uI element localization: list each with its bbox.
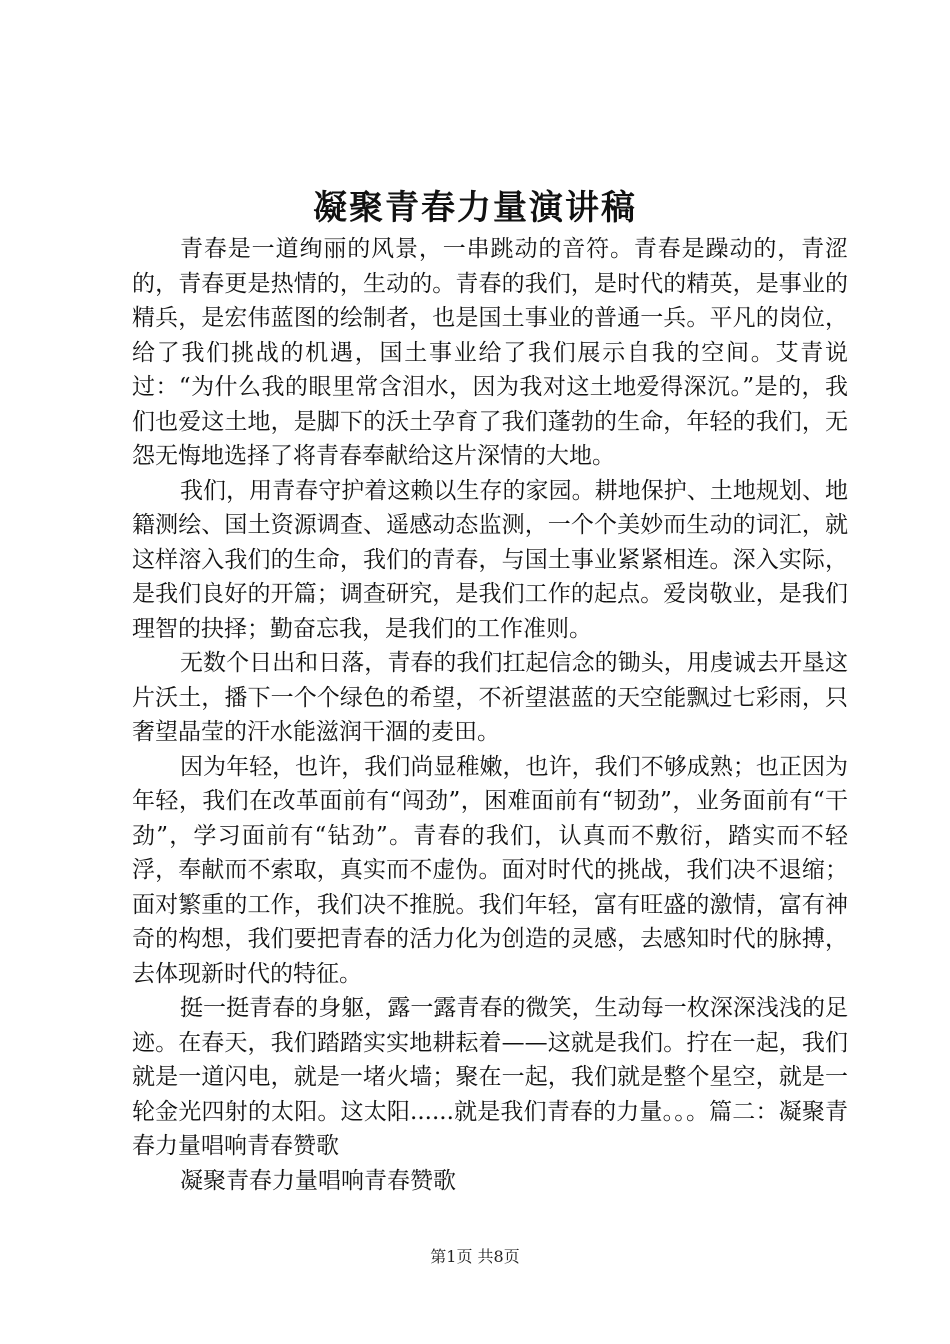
paragraph: 挺一挺青春的身躯，露一露青春的微笑，生动每一枚深深浅浅的足迹。在春天，我们踏踏实实地耕耘着——这就是我们。拧在一起，我们就是一道闪电，就是一堵火墙；聚在一起，我们就是整个星空，就是一轮金光四射的太阳。这太阳......就是我们青春的力量。。。篇二：凝聚青春力量唱响青春赞歌 xyxy=(132,995,848,1159)
document-title: 凝聚青春力量演讲稿 xyxy=(313,188,637,228)
paragraph: 青春是一道绚丽的风景，一串跳动的音符。青春是躁动的，青涩的，青春更是热情的，生动的。青春的我们，是时代的精英，是事业的精兵，是宏伟蓝图的绘制者，也是国土事业的普通一兵。平凡的岗位，给了我们挑战的机遇，国土事业给了我们展示自我的空间。艾青说过：“为什么我的眼里常含泪水，因为我对这土地爱得深沉。”是的，我们也爱这土地，是脚下的沃土孕育了我们蓬勃的生命，年轻的我们，无怨无悔地选择了将青春奉献给这片深情的大地。 xyxy=(132,236,848,469)
paragraph: 无数个日出和日落，青春的我们扛起信念的锄头，用虔诚去开垦这片沃土，播下一个个绿色的希望，不祈望湛蓝的天空能飘过七彩雨，只奢望晶莹的汗水能滋润干涸的麦田。 xyxy=(132,650,848,745)
page-footer: 第1页 共8页 xyxy=(430,1247,520,1266)
paragraph: 因为年轻，也许，我们尚显稚嫩，也许，我们不够成熟；也正因为年轻，我们在改革面前有“闯劲”，困难面前有“韧劲”，业务面前有“干劲”，学习面前有“钻劲”。青春的我们，认真而不敷衍，踏实而不轻浮，奉献而不索取，真实而不虚伪。面对时代的挑战，我们决不退缩；面对繁重的工作，我们决不推脱。我们年轻，富有旺盛的激情，富有神奇的构想，我们要把青春的活力化为创造的灵感，去感知时代的脉搏，去体现新时代的特征。 xyxy=(132,753,848,987)
document-body xyxy=(132,232,848,1198)
paragraph: 我们，用青春守护着这赖以生存的家园。耕地保护、土地规划、地籍测绘、国土资源调查、遥感动态监测，一个个美妙而生动的词汇，就这样溶入我们的生命，我们的青春，与国土事业紧紧相连。深入实际，是我们良好的开篇；调查研究，是我们工作的起点。爱岗敬业，是我们理智的抉择；勤奋忘我，是我们的工作准则。 xyxy=(132,477,848,642)
paragraph: 凝聚青春力量唱响青春赞歌 xyxy=(180,1167,456,1194)
